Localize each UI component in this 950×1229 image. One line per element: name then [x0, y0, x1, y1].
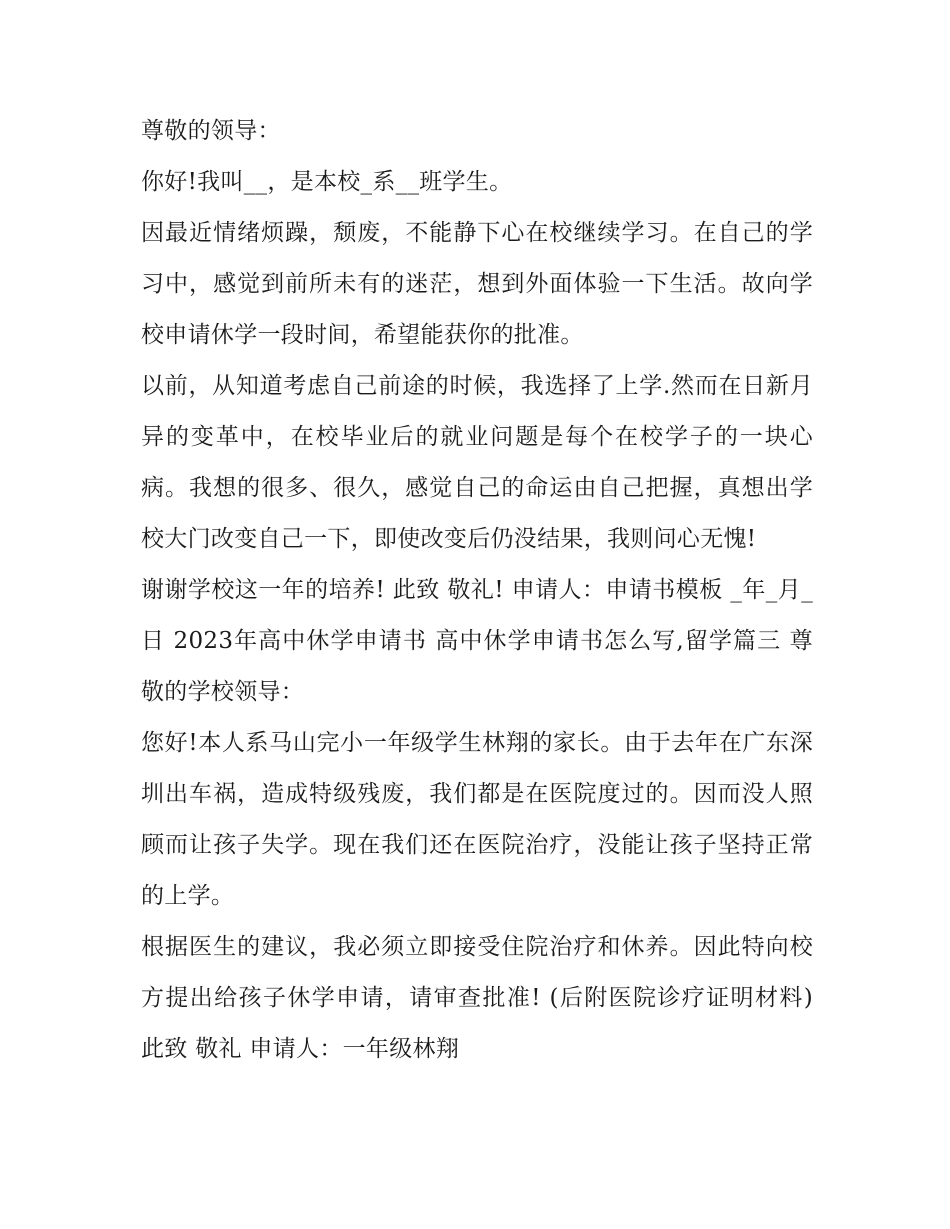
document-body	[141, 106, 813, 1075]
reason-paragraph: 因最近情绪烦躁，颓废，不能静下心在校继续学习。在自己的学习中，感觉到前所未有的迷茫，想到外面体验一下生活。故向学校申请休学一段时间，希望能获你的批准。	[141, 220, 813, 348]
parent-paragraph: 您好!本人系马山完小一年级学生林翔的家长。由于去年在广东深圳出车祸，造成特级残废，我们都是在医院度过的。因而没人照顾而让孩子失学。现在我们还在医院治疗，没能让孩子坚持正常的上学。	[141, 730, 813, 909]
request-paragraph: 根据医生的建议，我必须立即接受住院治疗和休养。因此特向校方提出给孩子休学申请，请审查批准! (后附医院诊疗证明材料) 此致 敬礼 申请人：一年级林翔	[141, 934, 813, 1062]
background-paragraph: 以前，从知道考虑自己前途的时候，我选择了上学.然而在日新月异的变革中，在校毕业后的就业问题是每个在校学子的一块心病。我想的很多、很久，感觉自己的命运由自己把握，真想出学校大门改变自己一下，即使改变后仍没结果，我则问心无愧!	[141, 373, 813, 552]
closing-paragraph: 谢谢学校这一年的培养! 此致 敬礼! 申请人：申请书模板 _年_月_日 2023年高中休学申请书 高中休学申请书怎么写,留学篇三 尊敬的学校领导：	[141, 577, 813, 705]
greeting-paragraph: 你好!我叫__，是本校_系__班学生。	[141, 169, 513, 195]
salutation: 尊敬的领导：	[141, 118, 281, 144]
